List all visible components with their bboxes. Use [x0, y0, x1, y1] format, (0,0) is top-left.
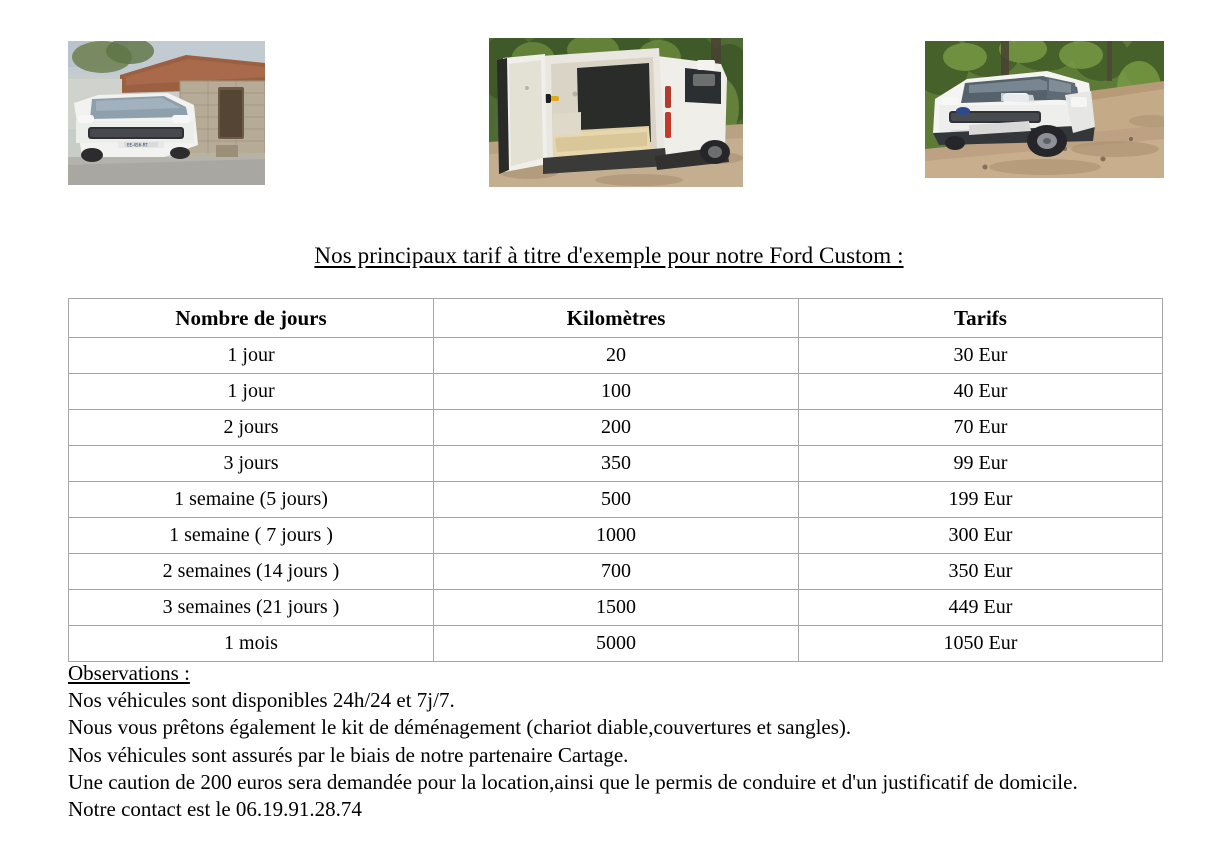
photo-van-rear-cargo-open	[489, 38, 743, 187]
cell-km: 200	[434, 410, 799, 446]
cell-price: 70 Eur	[799, 410, 1163, 446]
column-header-days: Nombre de jours	[69, 299, 434, 338]
van-three-quarter-forest-track-image	[925, 41, 1164, 178]
cell-km: 100	[434, 374, 799, 410]
column-header-km: Kilomètres	[434, 299, 799, 338]
cell-km: 350	[434, 446, 799, 482]
cell-price: 449 Eur	[799, 590, 1163, 626]
photo-strip	[0, 0, 1218, 190]
cell-days: 1 jour	[69, 374, 434, 410]
van-rear-cargo-open-image	[489, 38, 743, 187]
table-row	[69, 590, 1163, 626]
observation-line-deposit: Une caution de 200 euros sera demandée pour la location,ainsi que le permis de conduire et d'un justificatif de domicile.	[68, 769, 1078, 794]
table-row	[69, 626, 1163, 662]
cell-km: 700	[434, 554, 799, 590]
observations-section	[68, 660, 1160, 823]
table-row	[69, 518, 1163, 554]
table-row	[69, 554, 1163, 590]
observation-line-insurance: Nos véhicules sont assurés par le biais de notre partenaire Cartage.	[68, 742, 629, 767]
page-title-text: Nos principaux tarif à titre d'exemple pour notre Ford Custom :	[314, 243, 904, 268]
cell-days: 2 semaines (14 jours )	[69, 554, 434, 590]
cell-price: 300 Eur	[799, 518, 1163, 554]
cell-km: 1500	[434, 590, 799, 626]
cell-days: 2 jours	[69, 410, 434, 446]
cell-days: 1 semaine ( 7 jours )	[69, 518, 434, 554]
table-header-row	[69, 299, 1163, 338]
cell-days: 1 mois	[69, 626, 434, 662]
observation-line-moving-kit: Nous vous prêtons également le kit de déménagement (chariot diable,couvertures et sangles).	[68, 715, 852, 740]
table-row	[69, 410, 1163, 446]
cell-days: 3 jours	[69, 446, 434, 482]
van-front-stone-building-image	[68, 41, 265, 185]
svg-text:EE-456-RT: EE-456-RT	[127, 142, 148, 148]
cell-km: 1000	[434, 518, 799, 554]
table-row	[69, 482, 1163, 518]
page-title	[0, 242, 1218, 270]
cell-price: 199 Eur	[799, 482, 1163, 518]
cell-price: 1050 Eur	[799, 626, 1163, 662]
cell-km: 5000	[434, 626, 799, 662]
table-row	[69, 338, 1163, 374]
table-row	[69, 374, 1163, 410]
cell-days: 1 jour	[69, 338, 434, 374]
cell-km: 500	[434, 482, 799, 518]
observation-line-contact: Notre contact est le 06.19.91.28.74	[68, 797, 362, 822]
photo-van-front-stone-building	[68, 41, 265, 185]
cell-price: 350 Eur	[799, 554, 1163, 590]
observation-line-availability: Nos véhicules sont disponibles 24h/24 et 7j/7.	[68, 688, 455, 713]
cell-days: 1 semaine (5 jours)	[69, 482, 434, 518]
column-header-price: Tarifs	[799, 299, 1163, 338]
cell-price: 40 Eur	[799, 374, 1163, 410]
cell-price: 30 Eur	[799, 338, 1163, 374]
observations-heading: Observations :	[68, 661, 190, 685]
observations-heading-line	[68, 660, 1160, 687]
table-row	[69, 446, 1163, 482]
tariff-table	[68, 298, 1163, 662]
cell-days: 3 semaines (21 jours )	[69, 590, 434, 626]
cell-price: 99 Eur	[799, 446, 1163, 482]
cell-km: 20	[434, 338, 799, 374]
photo-van-three-quarter-forest-track	[925, 41, 1164, 178]
